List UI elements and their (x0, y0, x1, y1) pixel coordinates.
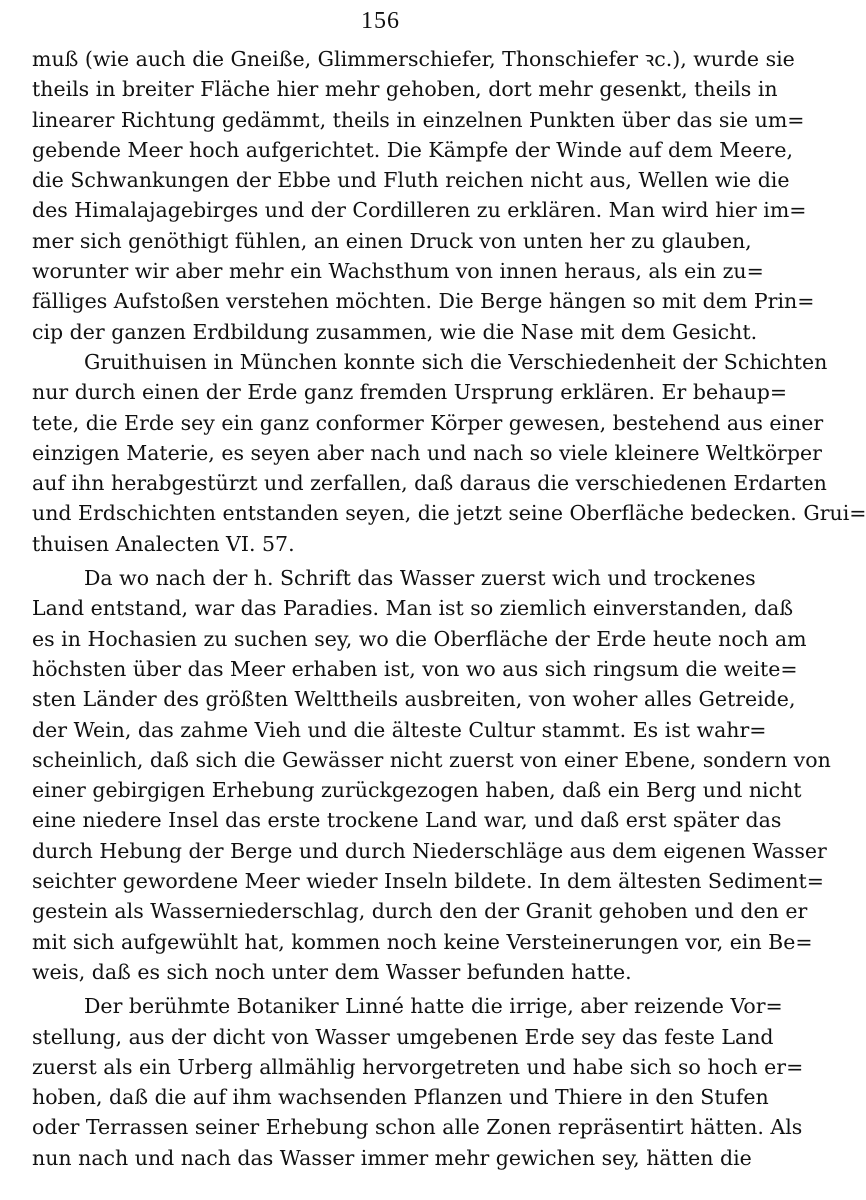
text-line: der Wein, das zahme Vieh und die älteste Cultur stammt. Es ist wahr= (32, 717, 767, 742)
text-line: und Erdschichten entstanden seyen, die jetzt seine Oberfläche bedecken. Grui= (32, 501, 866, 526)
paragraph-gruithuisen (32, 347, 866, 559)
text-line: cip der ganzen Erdbildung zusammen, wie die Nase mit dem Gesicht. (32, 319, 758, 344)
text-line: zuerst als ein Urberg allmählig hervorgetreten und habe sich so hoch er= (32, 1054, 804, 1079)
text-line: thuisen Analecten VI. 57. (32, 531, 295, 556)
text-line: Der berühmte Botaniker Linné hatte die irrige, aber reizende Vor= (84, 994, 783, 1019)
text-line: die Schwankungen der Ebbe und Fluth reichen nicht aus, Wellen wie die (32, 168, 790, 193)
text-line: weis, daß es sich noch unter dem Wasser befunden hatte. (32, 959, 632, 984)
text-line: fälliges Aufstoßen verstehen möchten. Die Berge hängen so mit dem Prin= (32, 289, 815, 314)
text-line: seichter gewordene Meer wieder Inseln bildete. In dem ältesten Sediment= (32, 869, 824, 894)
text-line: gebende Meer hoch aufgerichtet. Die Kämpfe der Winde auf dem Meere, (32, 137, 793, 162)
text-line: Da wo nach der h. Schrift das Wasser zuerst wich und trockenes (84, 566, 756, 591)
text-line: linearer Richtung gedämmt, theils in einzelnen Punkten über das sie um= (32, 107, 805, 132)
page-number: 156 (361, 8, 400, 34)
text-line: einzigen Materie, es seyen aber nach und nach so viele kleinere Weltkörper (32, 440, 822, 465)
paragraph-mountains (32, 44, 815, 347)
text-line: höchsten über das Meer erhaben ist, von wo aus sich ringsum die weite= (32, 656, 798, 681)
text-line: durch Hebung der Berge und durch Niederschläge aus dem eigenen Wasser (32, 838, 827, 863)
text-line: sten Länder des größten Welttheils ausbreiten, von woher alles Getreide, (32, 687, 796, 712)
text-line: Land entstand, war das Paradies. Man ist so ziemlich einverstanden, daß (32, 596, 794, 621)
text-line: auf ihn herabgestürzt und zerfallen, daß daraus die verschiedenen Erdarten (32, 471, 827, 496)
text-line: tete, die Erde sey ein ganz conformer Körper gewesen, bestehend aus einer (32, 410, 824, 435)
text-line: des Himalajagebirges und der Cordilleren zu erklären. Man wird hier im= (32, 198, 807, 223)
text-line: theils in breiter Fläche hier mehr gehoben, dort mehr gesenkt, theils in (32, 77, 778, 102)
text-line: eine niedere Insel das erste trockene Land war, und daß erst später das (32, 808, 782, 833)
text-line: mit sich aufgewühlt hat, kommen noch keine Versteinerungen vor, ein Be= (32, 929, 813, 954)
text-line: stellung, aus der dicht von Wasser umgebenen Erde sey das feste Land (32, 1024, 774, 1049)
text-line: hoben, daß die auf ihm wachsenden Pflanzen und Thiere in den Stufen (32, 1085, 769, 1110)
text-line: einer gebirgigen Erhebung zurückgezogen haben, daß ein Berg und nicht (32, 778, 802, 803)
text-line: oder Terrassen seiner Erhebung schon alle Zonen repräsentirt hätten. Als (32, 1115, 803, 1140)
text-line: scheinlich, daß sich die Gewässer nicht zuerst von einer Ebene, sondern von (32, 747, 831, 772)
text-line: Gruithuisen in München konnte sich die Verschiedenheit der Schichten (84, 349, 828, 374)
text-line: es in Hochasien zu suchen sey, wo die Oberfläche der Erde heute noch am (32, 626, 807, 651)
text-line: worunter wir aber mehr ein Wachsthum von innen heraus, als ein zu= (32, 259, 764, 284)
paragraph-linne (32, 991, 804, 1173)
paragraph-paradise (32, 563, 831, 987)
text-line: nur durch einen der Erde ganz fremden Ursprung erklären. Er behaup= (32, 380, 788, 405)
text-line: mer sich genöthigt fühlen, an einen Druck von unten her zu glauben, (32, 228, 752, 253)
text-line: nun nach und nach das Wasser immer mehr gewichen sey, hätten die (32, 1145, 752, 1170)
text-line: gestein als Wasserniederschlag, durch den der Granit gehoben und den er (32, 899, 808, 924)
text-line: muß (wie auch die Gneiße, Glimmerschiefer, Thonschiefer ꝛc.), wurde sie (32, 47, 795, 71)
body-text (32, 44, 866, 1173)
